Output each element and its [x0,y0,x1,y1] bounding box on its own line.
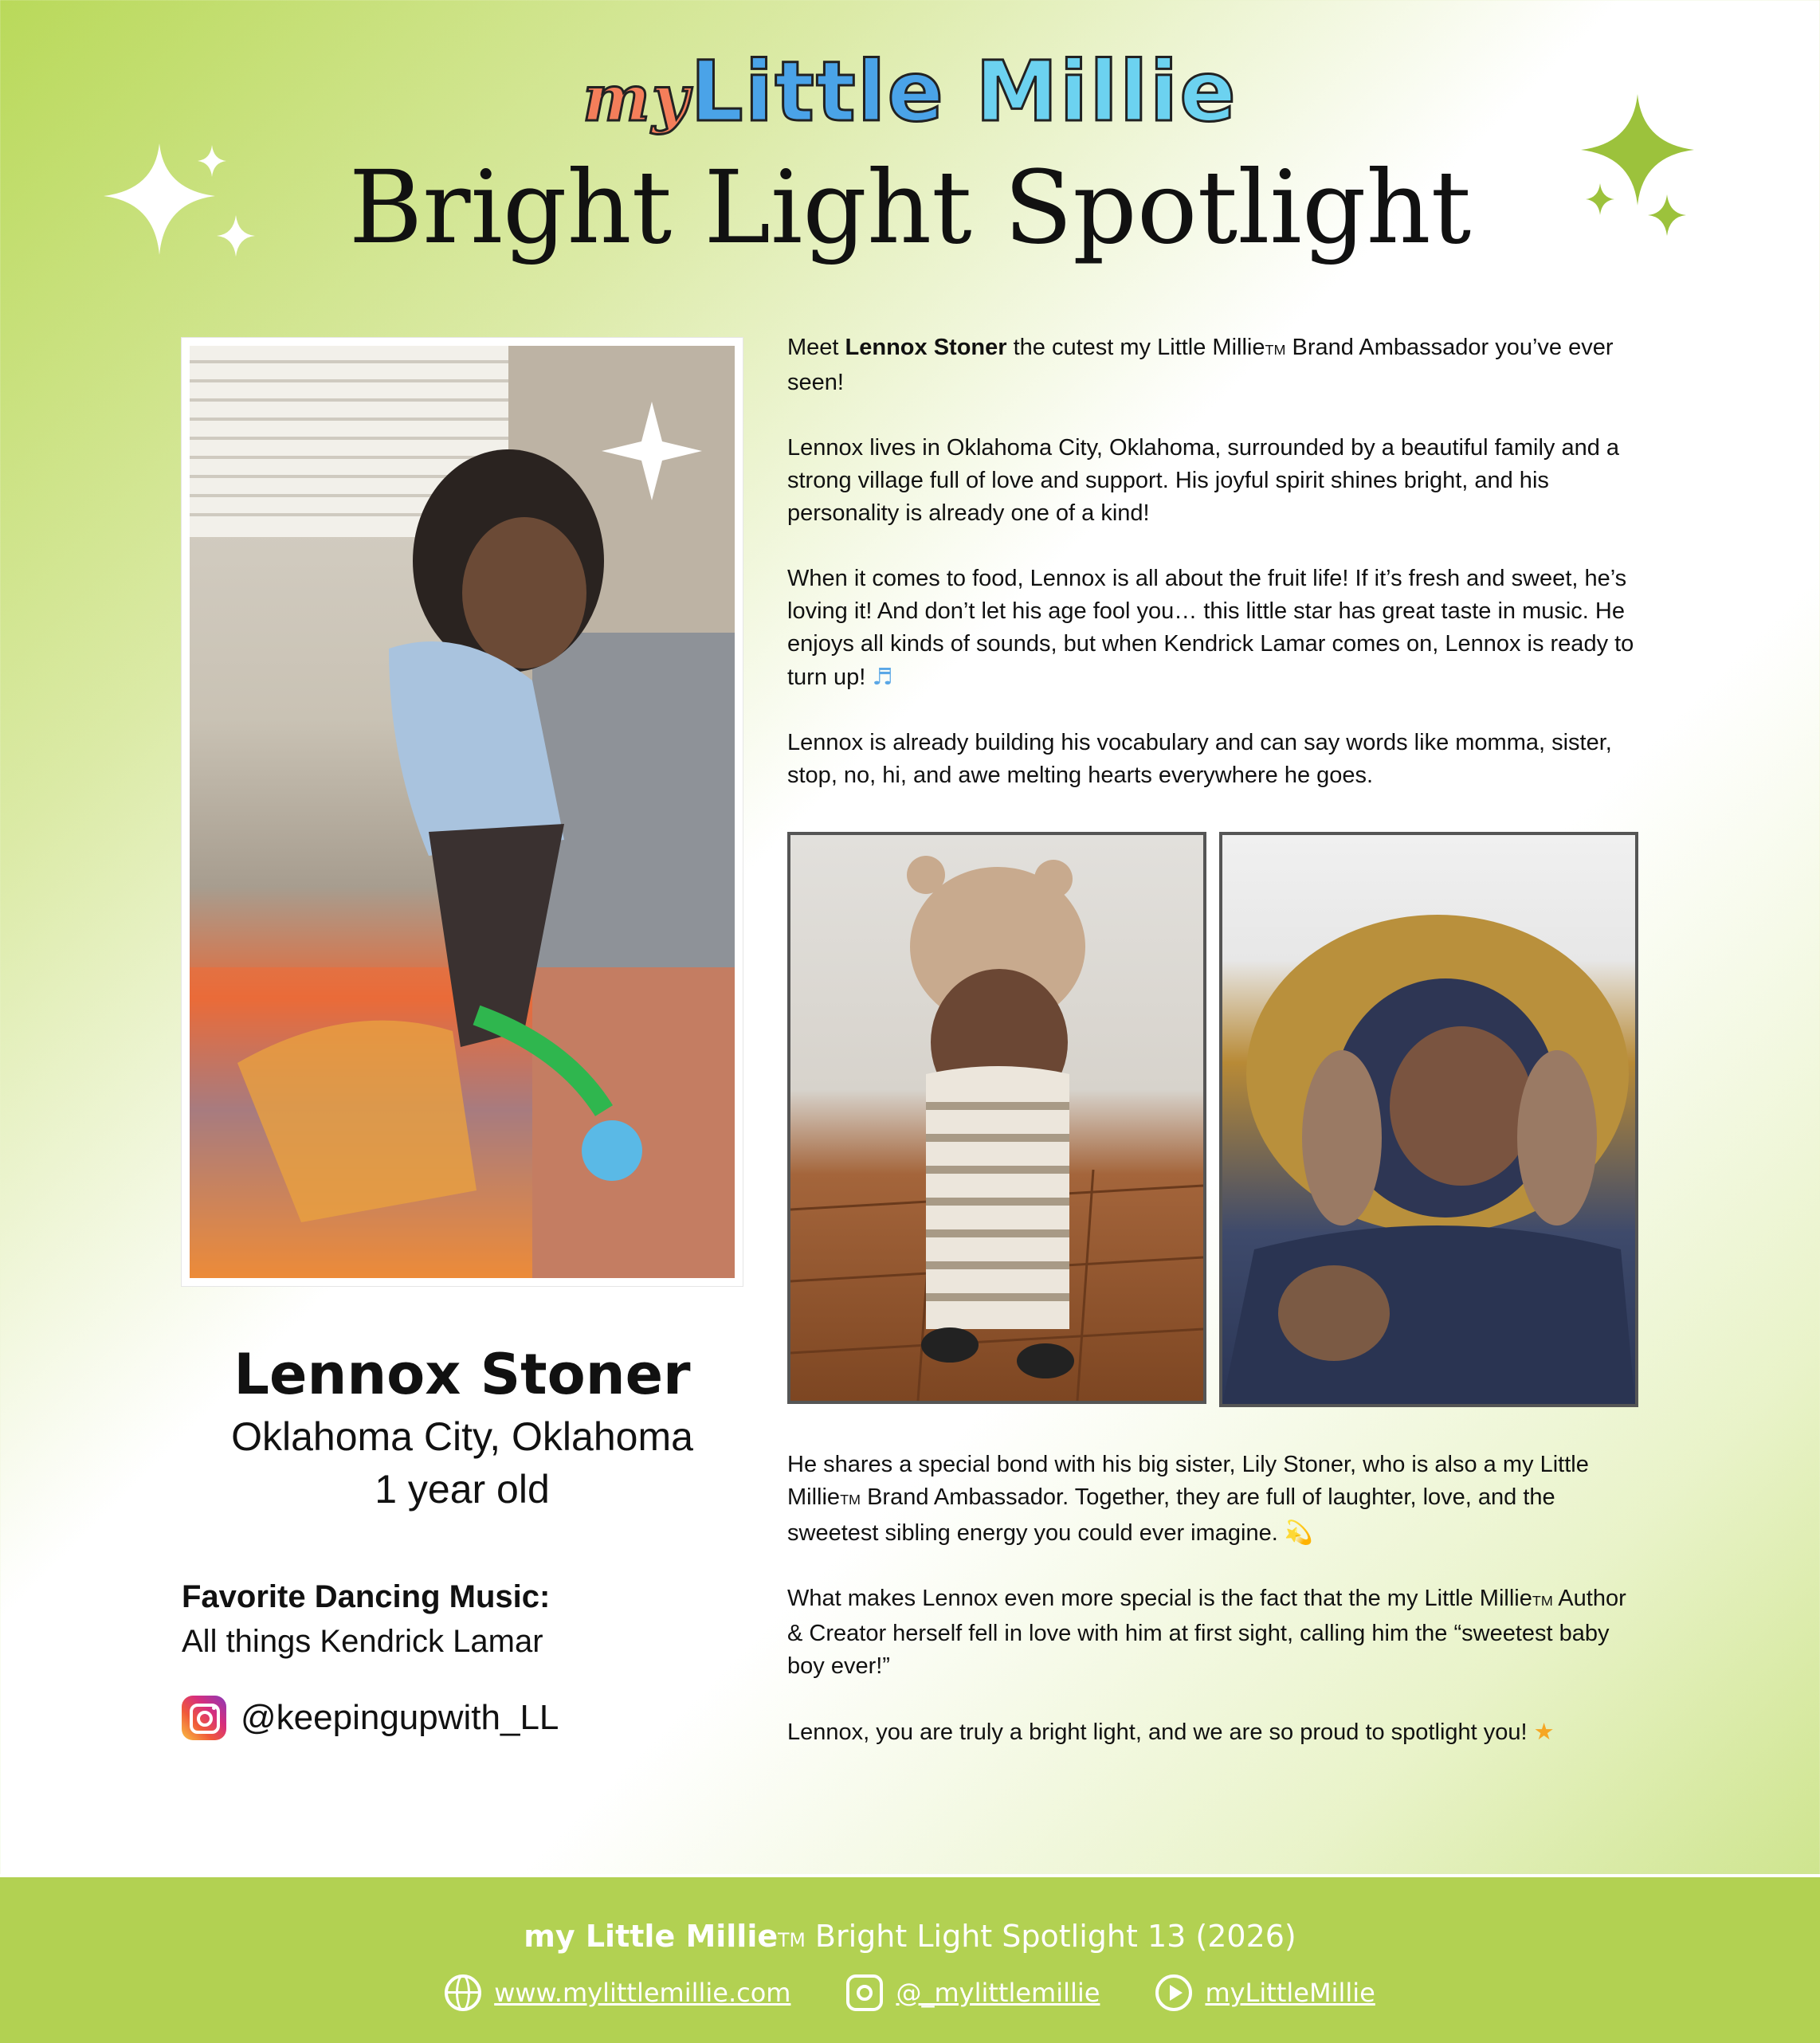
photo-fur-hood [1219,832,1638,1407]
dizzy-star-icon: 💫 [1284,1519,1313,1546]
logo-millie: Millie [975,43,1238,140]
star-icon: ★ [1533,1718,1555,1745]
story-paragraph-4: Lennox is already building his vocabulary and can say words like momma, sister, stop, no, hi, and awe melting hearts everywhere he goes. [787,730,1612,788]
music-notes-icon: ♬ [872,663,893,690]
favorite-music-value: All things Kendrick Lamar [182,1624,543,1659]
instagram-icon [846,1974,883,2011]
story-paragraph-5: He shares a special bond with his big sister, Lily Stoner, who is also a my Little MillieTM Brand Ambassador. Together, they are full of laughter, love, and the sweetest sibling energy you could ever imagine. 💫 [787,1452,1589,1546]
kid-age: 1 year old [375,1467,550,1512]
photo-knit-hat [787,832,1206,1404]
favorite-music [182,1574,550,1664]
story-paragraph-7: Lennox, you are truly a bright light, and we are so proud to spotlight you! ★ [787,1718,1555,1745]
instagram-icon [182,1696,226,1740]
page-title: Bright Light Spotlight [348,149,1472,266]
photo-fur-hood-illustration [1222,835,1635,1404]
story-bottom [787,1449,1638,1782]
footer [0,1874,1820,2043]
instagram-handle[interactable]: @keepingupwith_LL [241,1698,559,1737]
footer-edition: Bright Light Spotlight 13 (2026) [805,1919,1296,1954]
footer-links [0,1974,1820,2011]
footer-title: my Little MillieTM Bright Light Spotlight 13 (2026) [524,1919,1296,1954]
story-paragraph-1: Meet Lennox Stoner the cutest my Little MillieTM Brand Ambassador you’ve ever seen! [787,335,1614,395]
instagram-link[interactable] [182,1696,559,1740]
kid-name: Lennox Stoner [233,1342,691,1407]
kid-city: Oklahoma City, Oklahoma [231,1414,693,1459]
footer-brand: my Little Millie [524,1919,779,1954]
youtube-icon [1155,1974,1192,2011]
header [0,43,1820,268]
website-link[interactable]: www.mylittlemillie.com [445,1974,790,2011]
youtube-link[interactable]: myLittleMillie [1155,1974,1375,2011]
logo-my: my [582,61,691,135]
main-photo-illustration [190,346,735,1278]
story-paragraph-6: What makes Lennox even more special is the fact that the my Little MillieTM Author & Creator herself fell in love with him at first sight, calling him the “sweetest baby boy ever!” [787,1586,1626,1679]
story-name: Lennox Stoner [845,335,1007,360]
footer-instagram-link[interactable]: @_mylittlemillie [846,1974,1100,2011]
brand-logo [0,43,1820,142]
story-paragraph-3: When it comes to food, Lennox is all about the fruit life! If it’s fresh and sweet, he’s loving it! And don’t let his age fool you… this little star has great taste in music. He enjoys all kinds of sounds, but when Kendrick Lamar comes on, Lennox is ready to turn up! ♬ [787,566,1634,690]
story-top [787,331,1638,825]
story-paragraph-2: Lennox lives in Oklahoma City, Oklahoma, surrounded by a beautiful family and a strong village full of love and support. His joyful spirit shines bright, and his personality is already one of a kind! [787,435,1620,526]
favorite-music-label: Favorite Dancing Music: [182,1579,551,1614]
globe-icon [445,1974,481,2011]
main-photo [182,338,743,1286]
photo-knit-hat-illustration [790,835,1203,1401]
logo-little: Little [690,43,945,140]
